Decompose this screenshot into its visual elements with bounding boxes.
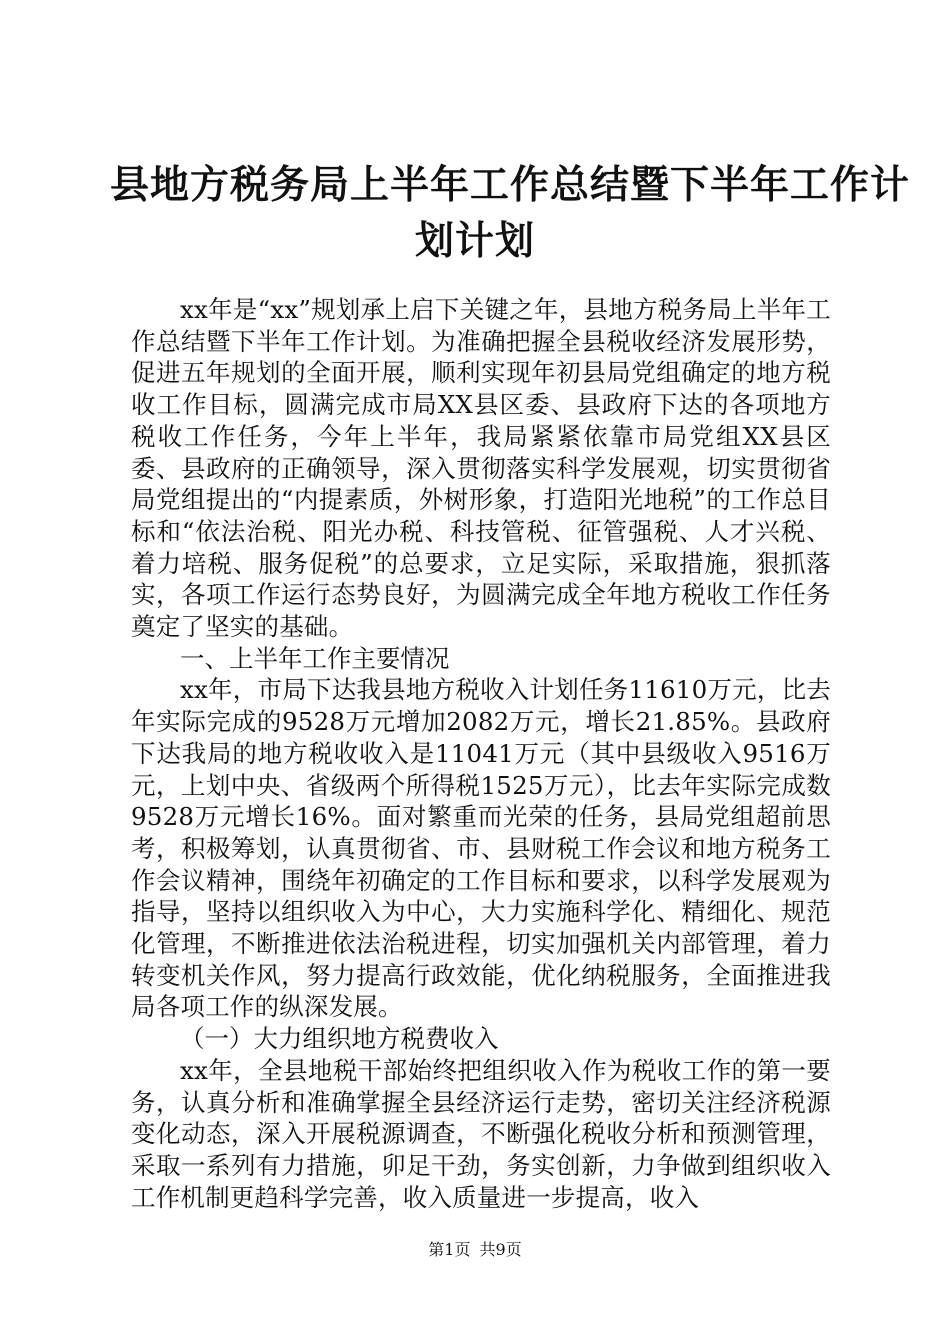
paragraph-section-1: xx年，市局下达我县地方税收入计划任务11610万元，比去年实际完成的9528万元增加2082万元，增长21.85%。县政府下达我局的地方税收收入是11041万元（其中县级收入9516万元，上划中央、省级两个所得税1525万元），比去年实际完成数9528万元增长16%。面对繁重而光荣的任务，县局党组超前思考，积极筹划，认真贯彻省、市、县财税工作会议和地方税务工作会议精神，围绕年初确定的工作目标和要求，以科学发展观为指导，坚持以组织收入为中心，大力实施科学化、精细化、规范化管理，不断推进依法治税进程，切实加强机关内部管理，着力转变机关作风，努力提高行政效能，优化纳税服务，全面推进我局各项工作的纵深发展。 [131,675,831,1022]
document-body [131,294,831,1213]
subsection-heading-1: （一）大力组织地方税费收入 [180,1024,499,1054]
section-heading-1: 一、上半年工作主要情况 [180,643,450,673]
document-title-line-1: 县地方税务局上半年工作总结暨下半年工作计 [110,163,911,208]
page-footer: 第1页 共9页 [428,1240,522,1259]
paragraph-intro: xx年是“xx”规划承上启下关键之年，县地方税务局上半年工作总结暨下半年工作计划。为准确把握全县税收经济发展形势，促进五年规划的全面开展，顺利实现年初县局党组确定的地方税收工作目标，圆满完成市局XX县区委、县政府下达的各项地方税收工作任务，今年上半年，我局紧紧依靠市局党组XX县区委、县政府的正确领导，深入贯彻落实科学发展观，切实贯彻省局党组提出的“内提素质，外树形象，打造阳光地税”的工作总目标和“依法治税、阳光办税、科技管税、征管强税、人才兴税、着力培税、服务促税”的总要求，立足实际，采取措施，狠抓落实，各项工作运行态势良好，为圆满完成全年地方税收工作任务奠定了坚实的基础。 [131,295,831,642]
document-title-line-2: 划计划 [414,219,535,264]
paragraph-subsection-1: xx年，全县地税干部始终把组织收入作为税收工作的第一要务，认真分析和准确掌握全县经济运行走势，密切关注经济税源变化动态，深入开展税源调查，不断强化税收分析和预测管理，采取一系列有力措施，卯足干劲，务实创新，力争做到组织收入工作机制更趋科学完善，收入质量进一步提高，收入 [131,1055,831,1212]
